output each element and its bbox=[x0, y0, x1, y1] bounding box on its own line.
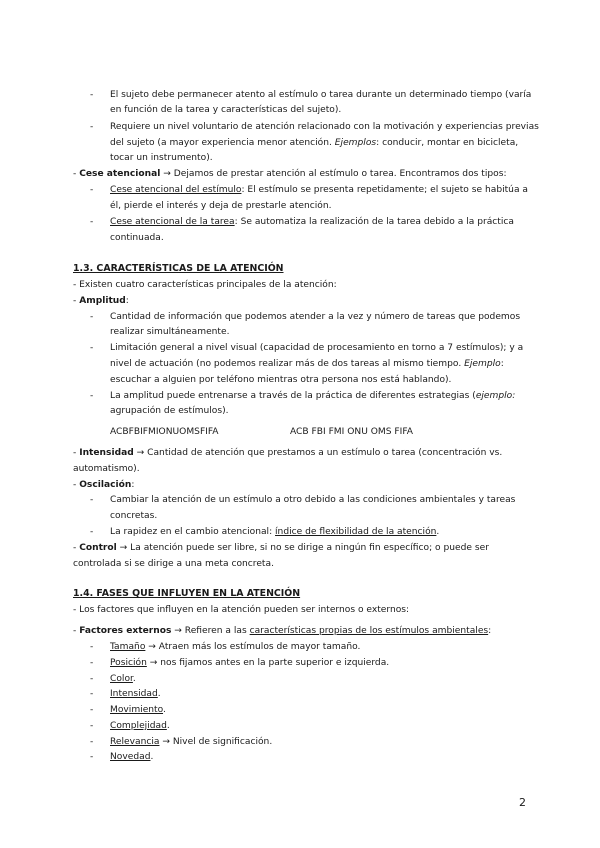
text-segment: Control bbox=[79, 543, 117, 553]
list-item bbox=[110, 641, 360, 653]
list-item bbox=[110, 736, 272, 748]
text-segment: . bbox=[132, 674, 136, 684]
bullet-dash bbox=[90, 704, 93, 716]
text-line bbox=[73, 463, 140, 475]
text-line bbox=[110, 526, 439, 538]
bullet-dash bbox=[90, 216, 93, 228]
text-segment: del sujeto (a mayor experiencia menor atención. bbox=[110, 138, 335, 148]
text-segment: - bbox=[90, 721, 94, 731]
text-segment: - bbox=[90, 658, 94, 668]
text-segment: Cese atencional bbox=[79, 169, 161, 179]
text-segment: Novedad bbox=[110, 752, 151, 762]
text-line bbox=[110, 405, 229, 417]
section-heading bbox=[73, 263, 284, 275]
text-line bbox=[110, 232, 164, 244]
text-segment: Amplitud bbox=[79, 296, 126, 306]
list-item bbox=[110, 720, 170, 732]
text-segment: - bbox=[90, 737, 94, 747]
text-line bbox=[110, 184, 528, 196]
text-line bbox=[110, 358, 504, 370]
text-line bbox=[110, 200, 332, 212]
text-segment: Intensidad bbox=[79, 448, 134, 458]
text-segment: → La atención puede ser libre, si no se dirige a ningún fin específico; o puede ser bbox=[116, 543, 489, 553]
text-segment: Complejidad bbox=[110, 721, 167, 731]
text-segment: - Existen cuatro características principales de la atención: bbox=[73, 280, 337, 290]
text-segment: . bbox=[163, 705, 166, 715]
text-segment: - bbox=[73, 543, 80, 553]
text-segment: - bbox=[90, 752, 94, 762]
text-segment: → Dejamos de prestar atención al estímulo o tarea. Encontramos dos tipos: bbox=[160, 169, 507, 179]
text-segment: agrupación de estímulos). bbox=[110, 406, 229, 416]
text-segment: Relevancia bbox=[110, 737, 160, 747]
text-segment: → nos fijamos antes en la parte superior e izquierda. bbox=[146, 658, 390, 668]
text-line bbox=[73, 168, 507, 180]
example-letters bbox=[110, 426, 218, 438]
text-line bbox=[73, 625, 491, 637]
text-segment: Requiere un nivel voluntario de atención relacionado con la motivación y experiencias previas bbox=[110, 122, 539, 132]
list-item bbox=[110, 673, 136, 685]
text-segment: controlada si se dirige a una meta concreta. bbox=[73, 559, 274, 569]
text-segment: - bbox=[90, 217, 94, 227]
text-segment: - bbox=[90, 642, 94, 652]
text-segment: - bbox=[73, 626, 80, 636]
text-segment: - bbox=[90, 185, 94, 195]
text-segment: El sujeto debe permanecer atento al estímulo o tarea durante un determinado tiempo (varía bbox=[110, 90, 532, 100]
text-segment: 1.3. CARACTERÍSTICAS DE LA ATENCIÓN bbox=[73, 263, 284, 274]
text-line bbox=[110, 326, 229, 338]
text-segment: La rapidez en el cambio atencional: bbox=[110, 527, 276, 537]
bullet-dash bbox=[90, 89, 93, 101]
bullet-dash bbox=[90, 688, 93, 700]
text-segment: - bbox=[90, 343, 94, 353]
text-segment: : bbox=[131, 480, 135, 490]
text-segment: : Se automatiza la realización de la tarea debido a la práctica bbox=[234, 217, 514, 227]
text-line bbox=[110, 104, 341, 116]
bullet-dash bbox=[90, 184, 93, 196]
text-line bbox=[110, 374, 451, 386]
text-segment: → Cantidad de atención que prestamos a un estímulo o tarea (concentración vs. bbox=[133, 448, 503, 458]
text-line bbox=[73, 295, 129, 307]
text-line bbox=[73, 558, 274, 570]
bullet-dash bbox=[90, 751, 93, 763]
text-segment: índice de flexibilidad de la atención bbox=[275, 527, 437, 537]
text-segment: Cese atencional de la tarea bbox=[110, 217, 235, 227]
text-line bbox=[73, 279, 337, 291]
text-segment: - bbox=[90, 689, 94, 699]
text-line bbox=[110, 216, 514, 228]
text-segment: Oscilación bbox=[79, 480, 132, 490]
text-line bbox=[73, 604, 409, 616]
list-item bbox=[110, 688, 161, 700]
text-segment: : El estímulo se presenta repetidamente; el sujeto se habitúa a bbox=[241, 185, 528, 195]
text-segment: Color bbox=[110, 674, 133, 684]
text-line bbox=[73, 447, 502, 459]
text-segment: nivel de actuación (no podemos realizar más de dos tareas al mismo tiempo. bbox=[110, 359, 465, 369]
text-segment: Posición bbox=[110, 658, 147, 668]
text-segment: . bbox=[150, 752, 154, 762]
text-line bbox=[110, 137, 518, 149]
text-segment: - bbox=[73, 448, 80, 458]
text-segment: Tamaño bbox=[110, 642, 146, 652]
text-segment: . bbox=[436, 527, 440, 537]
text-segment: Factores externos bbox=[79, 626, 172, 636]
text-segment: - bbox=[73, 296, 80, 306]
text-segment: Intensidad bbox=[110, 689, 158, 699]
text-segment: - bbox=[90, 674, 94, 684]
text-segment: Limitación general a nivel visual (capacidad de procesamiento en torno a 7 estímulos); y a bbox=[110, 343, 524, 353]
text-segment: → Atraen más los estímulos de mayor tamaño. bbox=[145, 642, 361, 652]
bullet-dash bbox=[90, 736, 93, 748]
text-line bbox=[110, 390, 515, 402]
bullet-dash bbox=[90, 390, 93, 402]
text-line bbox=[73, 479, 134, 491]
text-segment: - bbox=[90, 527, 94, 537]
text-segment: La amplitud puede entrenarse a través de la práctica de diferentes estrategias ( bbox=[110, 391, 476, 401]
text-segment: : bbox=[488, 626, 492, 636]
bullet-dash bbox=[90, 311, 93, 323]
bullet-dash bbox=[90, 494, 93, 506]
bullet-dash bbox=[90, 526, 93, 538]
text-segment: - Los factores que influyen en la atención pueden ser internos o externos: bbox=[73, 605, 410, 615]
text-segment: escuchar a alguien por teléfono mientras otra persona nos está hablando). bbox=[110, 375, 452, 385]
bullet-dash bbox=[90, 121, 93, 133]
text-line bbox=[110, 311, 520, 323]
text-segment: : conducir, montar en bicicleta, bbox=[376, 138, 519, 148]
text-segment: - bbox=[73, 169, 80, 179]
text-segment: automatismo). bbox=[73, 464, 140, 474]
bullet-dash bbox=[90, 641, 93, 653]
text-segment: → Nivel de significación. bbox=[159, 737, 273, 747]
text-line bbox=[110, 89, 531, 101]
bullet-dash bbox=[90, 673, 93, 685]
text-segment: - bbox=[90, 122, 94, 132]
text-segment: características propias de los estímulos ambientales bbox=[249, 626, 489, 636]
text-segment: - bbox=[90, 391, 94, 401]
text-segment: continuada. bbox=[110, 233, 164, 243]
list-item bbox=[110, 657, 389, 669]
text-segment: ACB FBI FMI ONU OMS FIFA bbox=[290, 427, 413, 437]
text-segment: . bbox=[157, 689, 161, 699]
text-segment: - bbox=[90, 312, 94, 322]
text-segment: : bbox=[125, 296, 129, 306]
text-segment: - bbox=[90, 495, 94, 505]
text-line bbox=[73, 542, 489, 554]
text-segment: Cese atencional del estímulo bbox=[110, 185, 242, 195]
text-line bbox=[110, 342, 523, 354]
text-segment: ACBFBIFMIONUOMSFIFA bbox=[110, 427, 219, 437]
text-segment: tocar un instrumento). bbox=[110, 153, 213, 163]
text-segment: - bbox=[73, 480, 80, 490]
text-segment: Ejemplo bbox=[464, 359, 501, 369]
text-segment: . bbox=[166, 721, 170, 731]
text-segment: Cambiar la atención de un estímulo a otro debido a las condiciones ambientales y tareas bbox=[110, 495, 516, 505]
text-segment: Cantidad de información que podemos atender a la vez y número de tareas que podemos bbox=[110, 312, 521, 322]
bullet-dash bbox=[90, 657, 93, 669]
text-line bbox=[110, 494, 515, 506]
list-item bbox=[110, 704, 166, 716]
text-segment: → Refieren a las bbox=[171, 626, 250, 636]
text-line bbox=[110, 121, 539, 133]
text-segment: 1.4. FASES QUE INFLUYEN EN LA ATENCIÓN bbox=[73, 588, 301, 599]
text-segment: Movimiento bbox=[110, 705, 164, 715]
text-segment: realizar simultáneamente. bbox=[110, 327, 230, 337]
text-segment: ejemplo: bbox=[475, 391, 516, 401]
text-line bbox=[110, 510, 157, 522]
text-segment: Ejemplos bbox=[334, 138, 377, 148]
text-segment: él, pierde el interés y deja de prestarle atención. bbox=[110, 201, 332, 211]
text-line bbox=[110, 152, 213, 164]
text-segment: - bbox=[90, 90, 94, 100]
text-segment: - bbox=[90, 705, 94, 715]
section-heading bbox=[73, 588, 300, 600]
example-groups bbox=[290, 426, 413, 438]
list-item bbox=[110, 751, 153, 763]
text-segment: en función de la tarea y características del sujeto). bbox=[110, 105, 342, 115]
page-number: 2 bbox=[519, 796, 526, 809]
bullet-dash bbox=[90, 720, 93, 732]
text-segment: : bbox=[500, 359, 504, 369]
text-segment: concretas. bbox=[110, 511, 158, 521]
bullet-dash bbox=[90, 342, 93, 354]
